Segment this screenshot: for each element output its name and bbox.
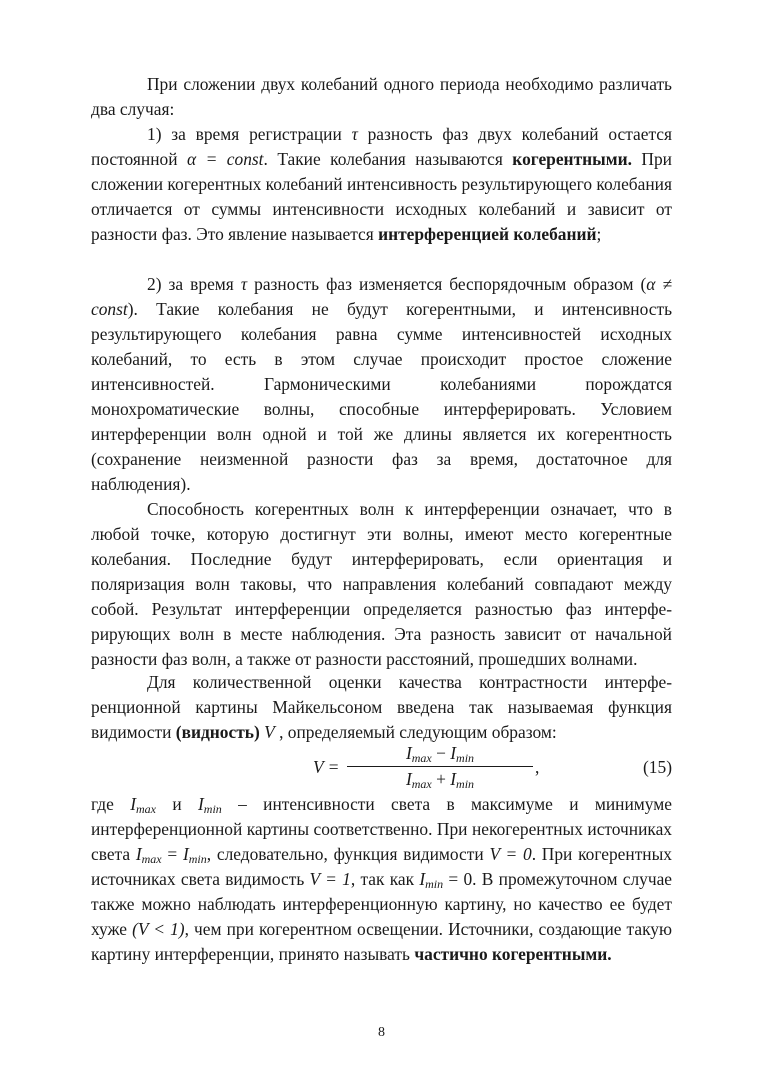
formula-lhs: V =: [313, 757, 340, 777]
paragraph-intro: При сложении двух колебаний одного периода необходимо различать два случая:: [91, 74, 672, 119]
fraction-bar: [347, 766, 533, 767]
text: ). Такие колебания не будут когерентными, и интенсивность результирующего колебания равна сумме интенсивностей исходных колебаний, то есть в этом случае происходит простое сложение интенсивностей. Гармоническими колебаниями порождатся монохроматические волны, способные интерферировать. Условием интерференции волн одной и той же длины является их когерентность (сохранение неизменной разности фаз за время, достаточное для наблюдения).: [91, 299, 672, 494]
paragraph-intensities: где $I_{max}$ и $I_{min}$ – интенсивности света в максимуме и минимуме интерференционной картины соответственно. При некогерентных источниках света $I_{max} = I_{min}$, следовательно, функция видимости V = 0. При когерентных источниках света видимость V = 1, так как $I_{min} = 0$. В промежуточном случае также можно наблюдать интерференционную картину, но качество ее будет хуже (V < 1), чем при когерентном освещении. Источники, создающие такую картину интерференции, принято называть частично когерентными.: [91, 794, 673, 964]
term-coherent: когерентными.: [512, 149, 632, 169]
math-V-0: V = 0: [489, 844, 532, 864]
text: При сложении когерентных колебаний интенсивность результирующего колебания отличается от суммы интенсивности исходных колебаний и зависит от разности фаз. Это явление называется: [91, 149, 672, 244]
paragraph-visibility: [91, 670, 672, 745]
math-V: V: [264, 722, 275, 742]
text: , определяемый следующим образом:: [274, 722, 557, 742]
page-number: 8: [378, 1025, 385, 1040]
text: 1) за время регистрации: [147, 124, 352, 144]
paragraph-coherent-waves: Способность когерентных волн к интерференции означает, что в любой точке, которую достигнут эти волны, имеют место когерентные колебания. Последние будут интерферировать, если ориентация и поляризация волн таковы, что направления колебаний совпадают между собой. Результат интерференции определяется разностью фаз интерферирующих волн в месте наблюдения. Эта разность зависит от начальной разности фаз волн, а также от разности расстояний, прошедших волнами.: [91, 499, 672, 669]
math-V-lt-1: (V < 1): [132, 919, 185, 939]
math-tau: τ: [351, 124, 358, 144]
formula-denominator: $I_{max} + I_{min}$: [405, 769, 475, 791]
term-partially-coherent: частично когерентными.: [414, 944, 612, 964]
text: Для количественной оценки качества контрастности интерференционной картины Майкельсоном введена так называемая функция видимости: [91, 672, 672, 742]
formula-fraction: [345, 742, 535, 791]
text: разность фаз двух колебаний остается постоянной: [91, 124, 672, 169]
text: разность фаз изменяется беспорядочным образом (: [247, 274, 647, 294]
formula-numerator: $I_{max} - I_{min}$: [405, 743, 475, 765]
math-V-1: V = 1: [309, 869, 351, 889]
paragraph-case-2: [91, 272, 672, 497]
formula-15: [91, 742, 672, 792]
text: . Такие колебания называются: [263, 149, 513, 169]
term-visibility: (видность): [175, 722, 260, 742]
text: ;: [596, 224, 602, 244]
math-tau: τ: [240, 274, 248, 294]
math-alpha-not-const: α ≠ const: [91, 274, 672, 319]
formula-comma: ,: [535, 757, 540, 777]
equation-number: (15): [643, 757, 672, 777]
paragraph-case-1: [91, 122, 672, 247]
term-interference: интерференцией колебаний: [378, 224, 597, 244]
math-alpha-const: α = const: [186, 149, 264, 169]
text: 2) за время: [147, 274, 241, 294]
